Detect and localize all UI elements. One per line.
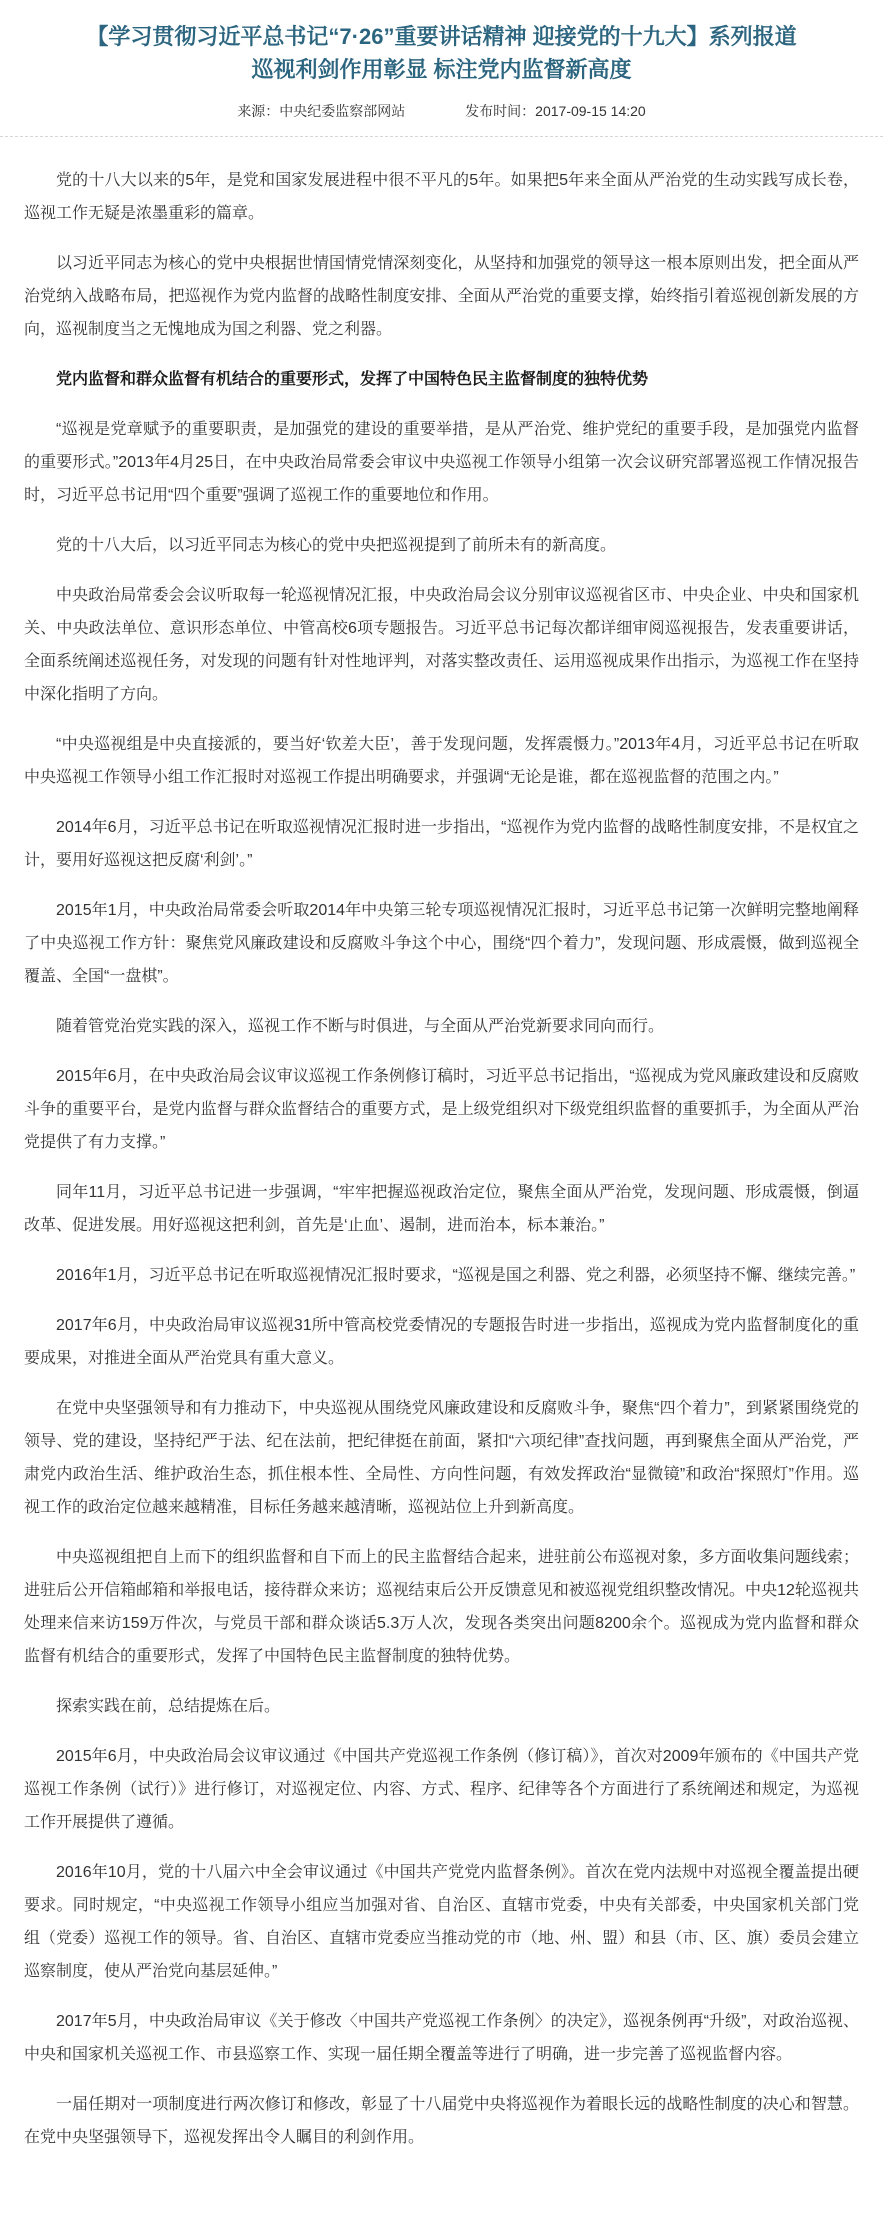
article-paragraph: 在党中央坚强领导和有力推动下，中央巡视从围绕党风廉政建设和反腐败斗争，聚焦“四个着力”，到紧紧围绕党的领导、党的建设，坚持纪严于法、纪在法前，把纪律挺在前面，紧扣“六项纪律”查找问题，再到聚焦全面从严治党，严肃党内政治生活、维护政治生态，抓住根本性、全局性、方向性问题，有效发挥政治“显微镜”和政治“探照灯”作用。巡视工作的政治定位越来越精准，目标任务越来越清晰，巡视站位上升到新高度。	[24, 1400, 859, 1516]
article-title	[0, 0, 883, 86]
article-paragraph: 中央政治局常委会会议听取每一轮巡视情况汇报，中央政治局会议分别审议巡视省区市、中央企业、中央和国家机关、中央政法单位、意识形态单位、中管高校6项专题报告。习近平总书记每次都详细审阅巡视报告，发表重要讲话，全面系统阐述巡视任务，对发现的问题有针对性地评判，对落实整改责任、运用巡视成果作出指示，为巡视工作在坚持中深化指明了方向。	[24, 587, 859, 703]
article-paragraph: 2017年5月，中央政治局审议《关于修改〈中国共产党巡视工作条例〉的决定》，巡视条例再“升级”，对政治巡视、中央和国家机关巡视工作、市县巡察工作、实现一届任期全覆盖等进行了明确，进一步完善了巡视监督内容。	[24, 2013, 859, 2063]
article-title-line2: 巡视利剑作用彰显 标注党内监督新高度	[251, 57, 632, 82]
article-paragraph: 2015年1月，中央政治局常委会听取2014年中央第三轮专项巡视情况汇报时，习近平总书记第一次鲜明完整地阐释了中央巡视工作方针：聚焦党风廉政建设和反腐败斗争这个中心，围绕“四个着力”，发现问题、形成震慑，做到巡视全覆盖、全国“一盘棋”。	[24, 902, 859, 985]
article-source: 来源：中央纪委监察部网站	[237, 103, 406, 119]
article-paragraph: 2015年6月，中央政治局会议审议通过《中国共产党巡视工作条例（修订稿）》，首次对2009年颁布的《中国共产党巡视工作条例（试行）》进行修订，对巡视定位、内容、方式、程序、纪律等各个方面进行了系统阐述和规定，为巡视工作开展提供了遵循。	[24, 1748, 859, 1831]
article-paragraph: 2014年6月，习近平总书记在听取巡视情况汇报时进一步指出，“巡视作为党内监督的战略性制度安排，不是权宜之计，要用好巡视这把反腐‘利剑’。”	[24, 819, 859, 869]
article-paragraph: 同年11月，习近平总书记进一步强调，“牢牢把握巡视政治定位，聚焦全面从严治党，发现问题、形成震慑，倒逼改革、促进发展。用好巡视这把利剑，首先是‘止血’、遏制，进而治本，标本兼治。”	[24, 1184, 859, 1234]
article-paragraph: 随着管党治党实践的深入，巡视工作不断与时俱进，与全面从严治党新要求同向而行。	[56, 1018, 665, 1035]
article-paragraph: 2016年1月，习近平总书记在听取巡视情况汇报时要求，“巡视是国之利器、党之利器，必须坚持不懈、继续完善。”	[56, 1267, 856, 1284]
article-paragraph: 以习近平同志为核心的党中央根据世情国情党情深刻变化，从坚持和加强党的领导这一根本原则出发，把全面从严治党纳入战略布局，把巡视作为党内监督的战略性制度安排、全面从严治党的重要支撑，始终指引着巡视创新发展的方向，巡视制度当之无愧地成为国之利器、党之利器。	[24, 255, 859, 338]
section-heading: 党内监督和群众监督有机结合的重要形式，发挥了中国特色民主监督制度的独特优势	[56, 371, 649, 388]
article-body	[0, 137, 883, 2181]
article-paragraph: 2017年6月，中央政治局审议巡视31所中管高校党委情况的专题报告时进一步指出，巡视成为党内监督制度化的重要成果，对推进全面从严治党具有重大意义。	[24, 1317, 859, 1367]
article-paragraph: “中央巡视组是中央直接派的，要当好‘钦差大臣’，善于发现问题，发挥震慑力。”2013年4月，习近平总书记在听取中央巡视工作领导小组工作汇报时对巡视工作提出明确要求，并强调“无论是谁，都在巡视监督的范围之内。”	[24, 736, 859, 786]
article-paragraph: 中央巡视组把自上而下的组织监督和自下而上的民主监督结合起来，进驻前公布巡视对象，多方面收集问题线索；进驻后公开信箱邮箱和举报电话，接待群众来访；巡视结束后公开反馈意见和被巡视党组织整改情况。中央12轮巡视共处理来信来访159万件次，与党员干部和群众谈话5.3万人次，发现各类突出问题8200余个。巡视成为党内监督和群众监督有机结合的重要形式，发挥了中国特色民主监督制度的独特优势。	[24, 1549, 859, 1665]
article-title-line1: 【学习贯彻习近平总书记“7·26”重要讲话精神 迎接党的十九大】系列报道	[86, 24, 797, 49]
article-publish-time: 发布时间：2017-09-15 14:20	[465, 103, 646, 119]
article-paragraph: 一届任期对一项制度进行两次修订和修改，彰显了十八届党中央将巡视作为着眼长远的战略性制度的决心和智慧。在党中央坚强领导下，巡视发挥出令人瞩目的利剑作用。	[24, 2096, 859, 2146]
article-meta	[0, 101, 883, 136]
article-paragraph: “巡视是党章赋予的重要职责，是加强党的建设的重要举措，是从严治党、维护党纪的重要手段，是加强党内监督的重要形式。”2013年4月25日，在中央政治局常委会审议中央巡视工作领导小组第一次会议研究部署巡视工作情况报告时，习近平总书记用“四个重要”强调了巡视工作的重要地位和作用。	[24, 421, 859, 504]
article-paragraph: 2016年10月，党的十八届六中全会审议通过《中国共产党党内监督条例》。首次在党内法规中对巡视全覆盖提出硬要求。同时规定，“中央巡视工作领导小组应当加强对省、自治区、直辖市党委，中央有关部委，中央国家机关部门党组（党委）巡视工作的领导。省、自治区、直辖市党委应当推动党的市（地、州、盟）和县（市、区、旗）委员会建立巡察制度，使从严治党向基层延伸。”	[24, 1864, 859, 1980]
article-paragraph: 探索实践在前，总结提炼在后。	[56, 1698, 281, 1715]
article-paragraph: 2015年6月，在中央政治局会议审议巡视工作条例修订稿时，习近平总书记指出，“巡视成为党风廉政建设和反腐败斗争的重要平台，是党内监督与群众监督结合的重要方式，是上级党组织对下级党组织监督的重要抓手，为全面从严治党提供了有力支撑。”	[24, 1068, 859, 1151]
article-paragraph: 党的十八大以来的5年，是党和国家发展进程中很不平凡的5年。如果把5年来全面从严治党的生动实践写成长卷，巡视工作无疑是浓墨重彩的篇章。	[24, 172, 859, 222]
article-paragraph: 党的十八大后，以习近平同志为核心的党中央把巡视提到了前所未有的新高度。	[56, 537, 617, 554]
